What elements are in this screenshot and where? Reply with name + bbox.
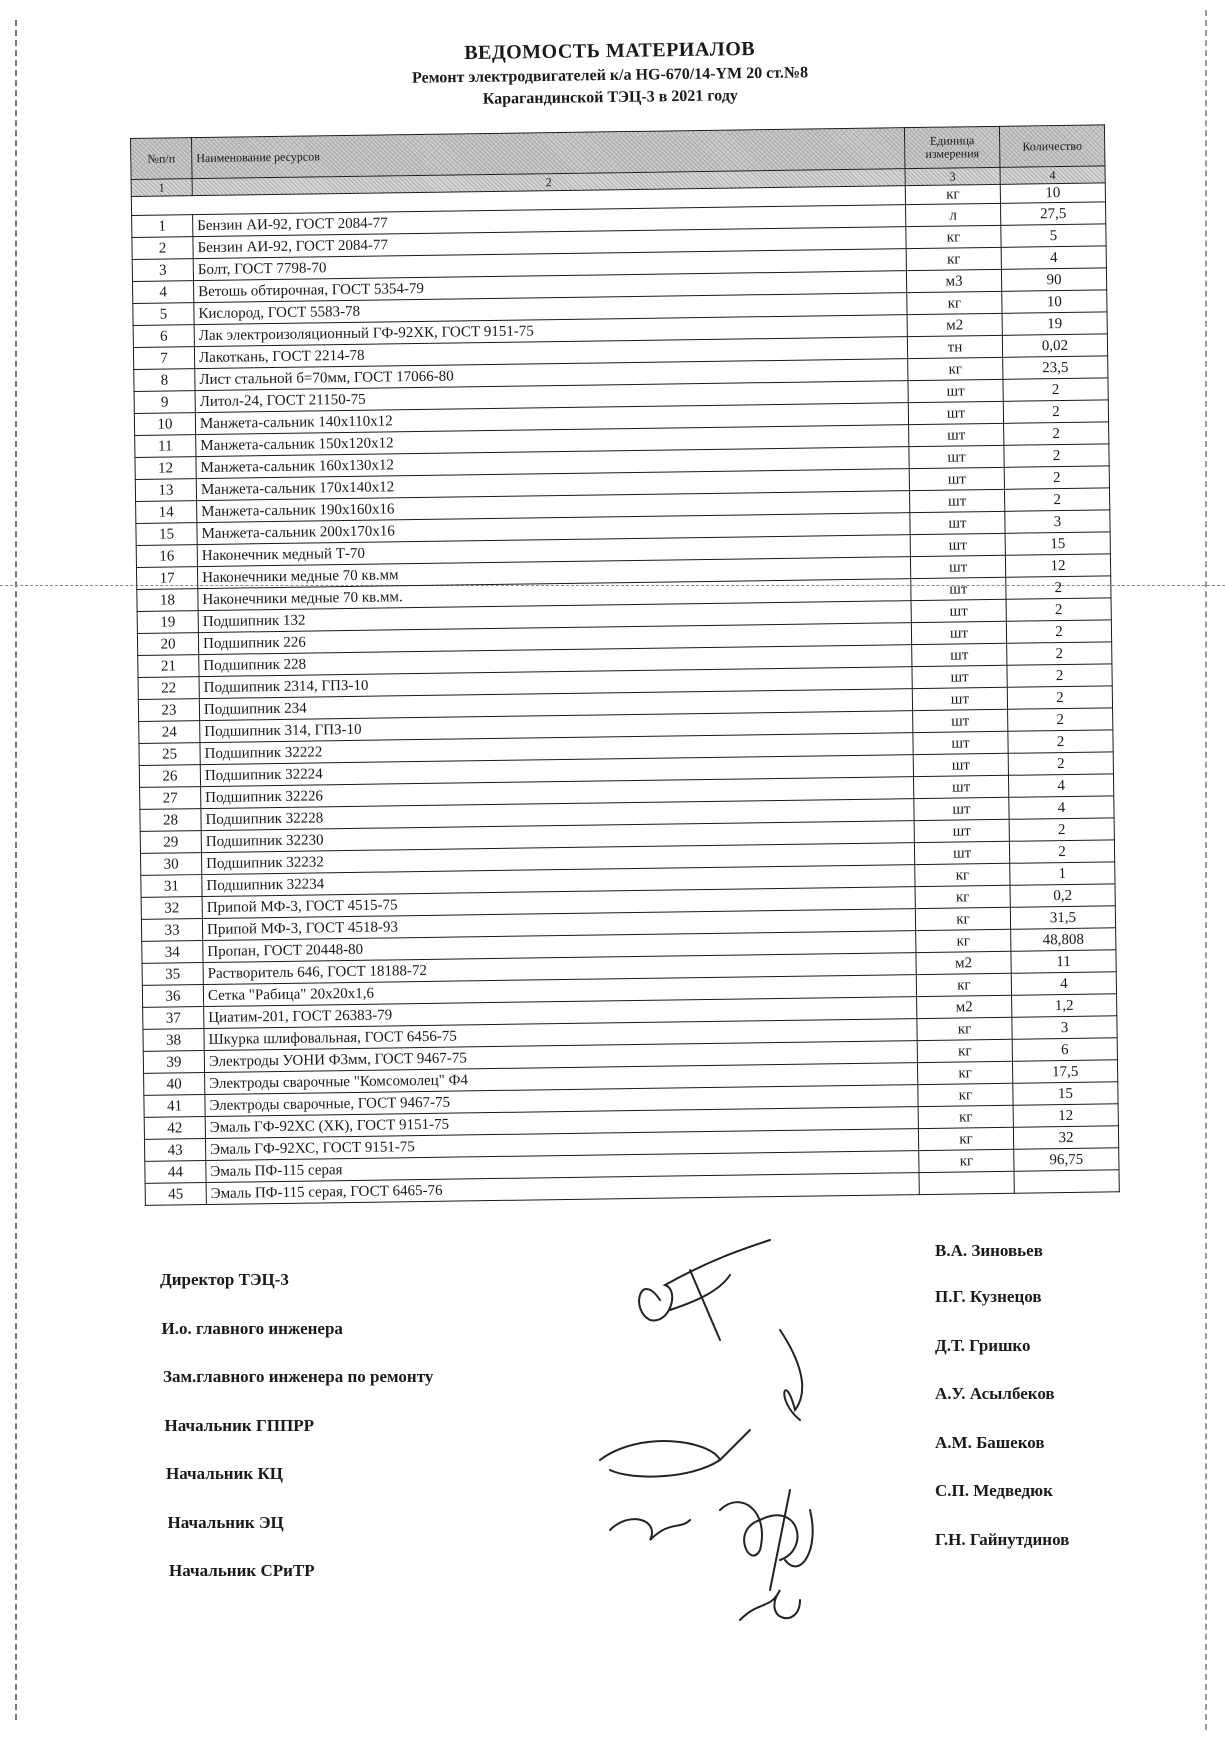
row-number: 22 — [138, 677, 199, 700]
material-name: Манжета-сальник 190х160х16 — [197, 491, 910, 523]
row-number: 5 — [133, 303, 194, 326]
unit-of-measure: шт — [909, 423, 1004, 446]
signatory-name: С.П. Медведюк — [935, 1481, 1053, 1501]
material-name: Шкурка шлифовальная, ГОСТ 6456-75 — [204, 1019, 917, 1051]
row-number: 31 — [141, 875, 202, 898]
quantity: 48,808 — [1011, 928, 1116, 951]
signatory-role: Начальник ЭЦ — [167, 1512, 284, 1532]
fold-line-left — [15, 20, 17, 1720]
col-number: 1 — [131, 179, 192, 197]
row-number: 33 — [141, 919, 202, 942]
material-name: Подшипник 314, ГПЗ-10 — [200, 711, 913, 743]
material-name: Манжета-сальник 170х140х12 — [196, 469, 909, 501]
col-number: 4 — [1000, 166, 1105, 184]
signatory-role: Начальник КЦ — [166, 1464, 283, 1483]
unit-of-measure: шт — [909, 489, 1004, 512]
row-number: 7 — [133, 347, 194, 370]
row-number: 16 — [136, 545, 197, 568]
unit-of-measure: кг — [917, 1061, 1012, 1084]
material-name: Растворитель 646, ГОСТ 18188-72 — [203, 953, 916, 985]
material-name: Лист стальной б=70мм, ГОСТ 17066-80 — [195, 359, 908, 391]
quantity: 1,2 — [1012, 994, 1117, 1017]
quantity: 4 — [1011, 972, 1116, 995]
document-title: ВЕДОМОСТЬ МАТЕРИАЛОВ — [464, 37, 756, 65]
unit-of-measure: кг — [915, 885, 1010, 908]
quantity: 6 — [1012, 1038, 1117, 1061]
quantity: 2 — [1007, 686, 1112, 709]
material-name: Подшипник 32234 — [202, 865, 915, 897]
signatory-role: И.о. главного инженера — [161, 1318, 343, 1338]
handwritten-signatures — [570, 1230, 910, 1650]
unit-of-measure: шт — [911, 621, 1006, 644]
material-name: Наконечники медные 70 кв.мм — [197, 557, 910, 589]
unit-of-measure: кг — [918, 1127, 1013, 1150]
material-name: Подшипник 228 — [199, 645, 912, 677]
preamble-qty: 10 — [1000, 183, 1105, 203]
quantity: 10 — [1002, 290, 1107, 313]
row-number: 45 — [145, 1183, 206, 1206]
quantity: 12 — [1013, 1104, 1118, 1127]
signatory-name: П.Г. Кузнецов — [935, 1287, 1042, 1307]
quantity: 4 — [1008, 774, 1113, 797]
material-name: Подшипник 32230 — [201, 821, 914, 853]
material-name: Электроды сварочные "Комсомолец" Ф4 — [205, 1063, 918, 1095]
material-name: Подшипник 32226 — [201, 777, 914, 809]
row-number: 35 — [142, 963, 203, 986]
row-number: 34 — [142, 941, 203, 964]
unit-of-measure: шт — [914, 797, 1009, 820]
row-number: 10 — [134, 413, 195, 436]
row-number: 39 — [143, 1051, 204, 1074]
unit-of-measure: м2 — [916, 951, 1011, 974]
material-name: Лак электроизоляционный ГФ-92ХК, ГОСТ 9151-75 — [194, 315, 907, 347]
material-name: Подшипник 32222 — [200, 733, 913, 765]
col-header-qty: Количество — [999, 125, 1105, 167]
row-number: 3 — [132, 259, 193, 282]
material-name: Ветошь обтирочная, ГОСТ 5354-79 — [193, 271, 906, 303]
row-number: 23 — [138, 699, 199, 722]
material-name: Кислород, ГОСТ 5583-78 — [194, 293, 907, 325]
row-number: 19 — [137, 611, 198, 634]
quantity: 2 — [1006, 620, 1111, 643]
document-header — [200, 34, 1021, 112]
quantity: 0,2 — [1010, 884, 1115, 907]
material-name: Литол-24, ГОСТ 21150-75 — [195, 381, 908, 413]
row-number: 17 — [136, 567, 197, 590]
material-name: Электроды сварочные, ГОСТ 9467-75 — [205, 1085, 918, 1117]
row-number: 14 — [136, 501, 197, 524]
unit-of-measure: шт — [913, 709, 1008, 732]
unit-of-measure: шт — [912, 687, 1007, 710]
material-name: Пропан, ГОСТ 20448-80 — [203, 931, 916, 963]
quantity: 3 — [1005, 510, 1110, 533]
col-header-no: №п/п — [131, 138, 193, 180]
unit-of-measure: кг — [915, 907, 1010, 930]
unit-of-measure: кг — [908, 357, 1003, 380]
material-name: Наконечники медные 70 кв.мм. — [198, 579, 911, 611]
unit-of-measure: кг — [916, 973, 1011, 996]
unit-of-measure: кг — [918, 1105, 1013, 1128]
unit-of-measure: кг — [917, 1017, 1012, 1040]
quantity: 90 — [1001, 268, 1106, 291]
quantity: 31,5 — [1010, 906, 1115, 929]
quantity: 12 — [1005, 554, 1110, 577]
quantity: 2 — [1007, 664, 1112, 687]
row-number: 28 — [140, 809, 201, 832]
signatory-role: Зам.главного инженера по ремонту — [163, 1367, 434, 1386]
row-number: 41 — [144, 1095, 205, 1118]
quantity: 15 — [1005, 532, 1110, 555]
quantity — [1014, 1170, 1119, 1193]
row-number: 1 — [132, 215, 193, 238]
row-number: 26 — [139, 765, 200, 788]
unit-of-measure: л — [906, 203, 1001, 226]
quantity: 27,5 — [1000, 202, 1105, 225]
signatory-name: А.У. Асылбеков — [935, 1384, 1055, 1404]
material-name: Эмаль ПФ-115 серая — [206, 1151, 919, 1183]
quantity: 17,5 — [1012, 1060, 1117, 1083]
material-name: Болт, ГОСТ 7798-70 — [193, 249, 906, 281]
unit-of-measure: шт — [913, 775, 1008, 798]
quantity: 3 — [1012, 1016, 1117, 1039]
quantity: 4 — [1001, 246, 1106, 269]
unit-of-measure: кг — [906, 225, 1001, 248]
unit-of-measure — [919, 1171, 1014, 1194]
unit-of-measure: шт — [908, 379, 1003, 402]
unit-of-measure: кг — [907, 291, 1002, 314]
unit-of-measure: кг — [915, 863, 1010, 886]
quantity: 2 — [1006, 598, 1111, 621]
material-name: Наконечник медный Т-70 — [197, 535, 910, 567]
quantity: 15 — [1013, 1082, 1118, 1105]
material-name: Эмаль ГФ-92ХС, ГОСТ 9151-75 — [205, 1129, 918, 1161]
quantity: 5 — [1001, 224, 1106, 247]
unit-of-measure: шт — [908, 401, 1003, 424]
row-number: 11 — [135, 435, 196, 458]
quantity: 2 — [1004, 488, 1109, 511]
material-name: Манжета-сальник 150х120х12 — [196, 425, 909, 457]
material-name: Бензин АИ-92, ГОСТ 2084-77 — [193, 205, 906, 237]
unit-of-measure: тн — [907, 335, 1002, 358]
row-number: 24 — [139, 721, 200, 744]
row-number: 27 — [140, 787, 201, 810]
signatory-role: Директор ТЭЦ-3 — [160, 1270, 289, 1289]
row-number: 8 — [134, 369, 195, 392]
unit-of-measure: шт — [912, 643, 1007, 666]
row-number: 38 — [143, 1029, 204, 1052]
row-number: 36 — [142, 985, 203, 1008]
unit-of-measure: шт — [914, 841, 1009, 864]
unit-of-measure: шт — [911, 577, 1006, 600]
row-number: 6 — [133, 325, 194, 348]
quantity: 2 — [1007, 642, 1112, 665]
unit-of-measure: м2 — [907, 313, 1002, 336]
material-name: Подшипник 132 — [198, 601, 911, 633]
material-name: Подшипник 32228 — [201, 799, 914, 831]
signatory-name: В.А. Зиновьев — [935, 1240, 1043, 1260]
table-body — [132, 202, 1120, 1206]
quantity: 2 — [1009, 840, 1114, 863]
unit-of-measure: кг — [917, 1039, 1012, 1062]
row-number: 4 — [133, 281, 194, 304]
quantity: 32 — [1013, 1126, 1118, 1149]
row-number: 40 — [144, 1073, 205, 1096]
row-number: 9 — [134, 391, 195, 414]
unit-of-measure: шт — [910, 511, 1005, 534]
quantity: 4 — [1009, 796, 1114, 819]
col-header-name: Наименование ресурсов — [192, 128, 906, 179]
unit-of-measure: кг — [916, 929, 1011, 952]
quantity: 2 — [1008, 708, 1113, 731]
material-name: Эмаль ГФ-92ХС (ХК), ГОСТ 9151-75 — [205, 1107, 918, 1139]
quantity: 2 — [1003, 378, 1108, 401]
material-name: Электроды УОНИ Ф3мм, ГОСТ 9467-75 — [204, 1041, 917, 1073]
material-name: Сетка "Рабица" 20х20х1,6 — [203, 975, 916, 1007]
row-number: 29 — [140, 831, 201, 854]
unit-of-measure: кг — [919, 1149, 1014, 1172]
row-number: 21 — [138, 655, 199, 678]
unit-of-measure: шт — [910, 533, 1005, 556]
signatory-role: Начальник СРиТР — [169, 1561, 315, 1580]
quantity: 2 — [1008, 730, 1113, 753]
unit-of-measure: кг — [906, 247, 1001, 270]
row-number: 20 — [137, 633, 198, 656]
unit-of-measure: шт — [912, 665, 1007, 688]
signatory-name: Г.Н. Гайнутдинов — [935, 1529, 1070, 1549]
quantity: 23,5 — [1003, 356, 1108, 379]
quantity: 2 — [1009, 818, 1114, 841]
col-header-unit: Единица измерения — [904, 126, 1000, 168]
signatory-name: А.М. Башеков — [935, 1432, 1045, 1452]
row-number: 30 — [140, 853, 201, 876]
row-number: 43 — [144, 1139, 205, 1162]
col-number: 2 — [192, 169, 905, 196]
material-name: Подшипник 2314, ГПЗ-10 — [199, 667, 912, 699]
material-name: Подшипник 32232 — [201, 843, 914, 875]
material-name: Манжета-сальник 200х170х16 — [197, 513, 910, 545]
quantity: 2 — [1008, 752, 1113, 775]
quantity: 2 — [1004, 422, 1109, 445]
preamble-unit: кг — [905, 184, 1000, 204]
row-number: 18 — [137, 589, 198, 612]
unit-of-measure: шт — [911, 599, 1006, 622]
quantity: 2 — [1004, 444, 1109, 467]
document-subtitle-2: Карагандинской ТЭЦ-3 в 2021 году — [482, 87, 738, 108]
row-number: 13 — [135, 479, 196, 502]
row-number: 2 — [132, 237, 193, 260]
materials-table — [130, 124, 1120, 1206]
quantity: 11 — [1011, 950, 1116, 973]
row-number: 37 — [143, 1007, 204, 1030]
row-number: 12 — [135, 457, 196, 480]
material-name: Припой МФ-3, ГОСТ 4518-93 — [202, 909, 915, 941]
unit-of-measure: шт — [909, 445, 1004, 468]
unit-of-measure: шт — [909, 467, 1004, 490]
unit-of-measure: кг — [918, 1083, 1013, 1106]
row-number: 44 — [145, 1161, 206, 1184]
row-number: 15 — [136, 523, 197, 546]
quantity: 19 — [1002, 312, 1107, 335]
materials-table-wrap — [130, 124, 1120, 1206]
document-subtitle: Ремонт электродвигателей к/а HG-670/14-YM 20 ст.№8 — [411, 64, 809, 87]
signature-drawing — [570, 1230, 910, 1650]
quantity: 2 — [1003, 400, 1108, 423]
row-number: 25 — [139, 743, 200, 766]
fold-line-right — [1205, 10, 1207, 1730]
quantity: 2 — [1004, 466, 1109, 489]
col-number: 3 — [905, 167, 1000, 185]
unit-of-measure: м2 — [917, 995, 1012, 1018]
material-name: Манжета-сальник 160х130х12 — [196, 447, 909, 479]
material-name: Бензин АИ-92, ГОСТ 2084-77 — [193, 227, 906, 259]
material-name: Припой МФ-3, ГОСТ 4515-75 — [202, 887, 915, 919]
row-number: 32 — [141, 897, 202, 920]
unit-of-measure: м3 — [906, 269, 1001, 292]
quantity: 1 — [1010, 862, 1115, 885]
row-number: 42 — [144, 1117, 205, 1140]
unit-of-measure: шт — [910, 555, 1005, 578]
quantity: 2 — [1006, 576, 1111, 599]
material-name: Эмаль ПФ-115 серая, ГОСТ 6465-76 — [206, 1173, 919, 1205]
material-name: Подшипник 32224 — [200, 755, 913, 787]
unit-of-measure: шт — [913, 753, 1008, 776]
material-name: Лакоткань, ГОСТ 2214-78 — [194, 337, 907, 369]
signatory-name: Д.Т. Гришко — [935, 1335, 1031, 1355]
material-name: Циатим-201, ГОСТ 26383-79 — [204, 997, 917, 1029]
unit-of-measure: шт — [913, 731, 1008, 754]
quantity: 96,75 — [1014, 1148, 1119, 1171]
unit-of-measure: шт — [914, 819, 1009, 842]
signatory-role: Начальник ГППРР — [164, 1415, 314, 1435]
material-name: Подшипник 234 — [199, 689, 912, 721]
material-name: Подшипник 226 — [198, 623, 911, 655]
material-name: Манжета-сальник 140х110х12 — [195, 403, 908, 435]
quantity: 0,02 — [1002, 334, 1107, 357]
